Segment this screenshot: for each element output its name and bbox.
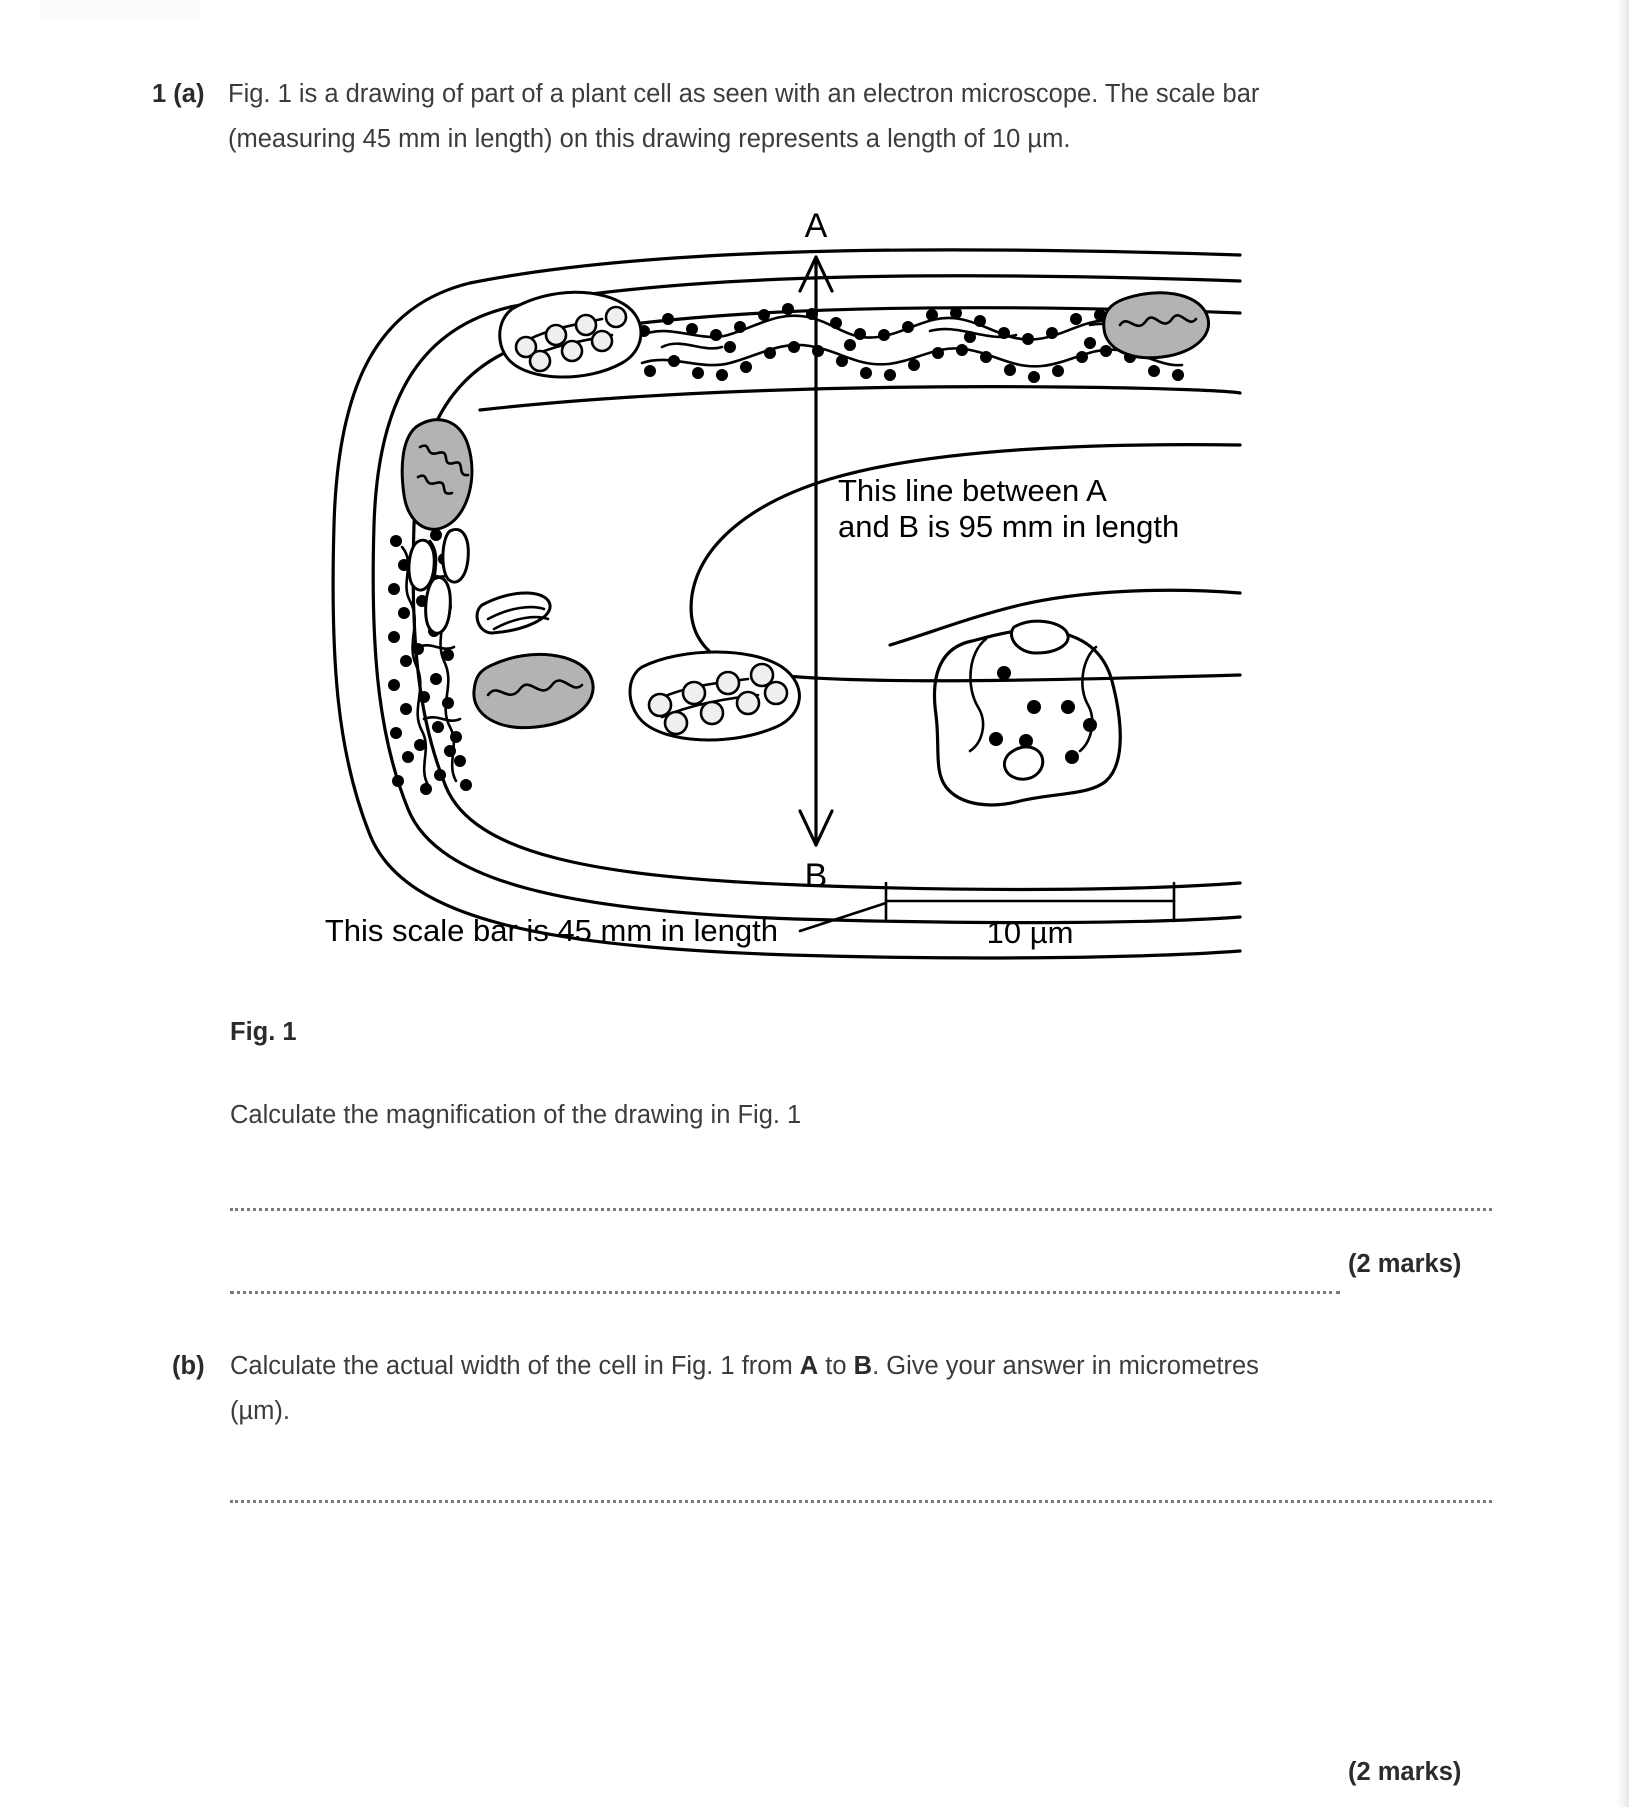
chloroplast-bottom-mid [630,652,799,740]
figure-1-plant-cell-diagram [230,195,1390,975]
question-1b-seg3: . Give your answer in micrometres [872,1352,1259,1380]
question-1a-line2: (measuring 45 mm in length) on this drawing represents a length of 10 µm. [228,125,1071,153]
question-number-1b: (b) [172,1352,205,1380]
toolbar-remnant [40,0,200,20]
scalebar-caption: This scale bar is 45 mm in length [324,913,778,948]
answer-line-a-1[interactable] [230,1205,1492,1211]
label-a: A [804,207,828,245]
question-1b-bold-b: B [853,1352,873,1380]
mitochondrion-top-right [1104,293,1209,358]
nucleus [935,621,1121,805]
question-1b-bold-a: A [799,1352,819,1380]
question-number-1a: 1 (a) [152,80,205,108]
label-b: B [804,857,828,895]
question-1b-line2: (µm). [230,1397,291,1425]
page-edge-shadow [1617,0,1629,1807]
mitochondrion-left [402,420,472,530]
question-1b-line1 [230,1344,1390,1389]
vesicles-left [409,529,468,633]
marks-label-b: (2 marks) [1348,1758,1462,1786]
question-1b-seg1: Calculate the actual width of the cell in Fig. 1 from [230,1352,800,1380]
question-1a-task: Calculate the magnification of the drawing in Fig. 1 [230,1101,802,1129]
annotation-line2: and B is 95 mm in length [838,509,1180,544]
organelle-membrane-upper [480,387,1240,410]
marks-label-a: (2 marks) [1348,1250,1462,1278]
answer-line-a-2[interactable] [230,1288,1340,1294]
chloroplast-top-left [500,292,641,377]
answer-line-b-1[interactable] [230,1497,1492,1503]
question-1b-seg2: to [818,1352,854,1380]
figure-caption: Fig. 1 [230,1018,297,1046]
scalebar-value: 10 µm [986,915,1074,950]
smooth-er-vesicles-mid [477,593,550,633]
mitochondrion-bottom-left [474,654,593,727]
question-1a-line1: Fig. 1 is a drawing of part of a plant cell as seen with an electron microscope. The scale bar [228,80,1260,108]
annotation-line1: This line between A [838,473,1107,508]
